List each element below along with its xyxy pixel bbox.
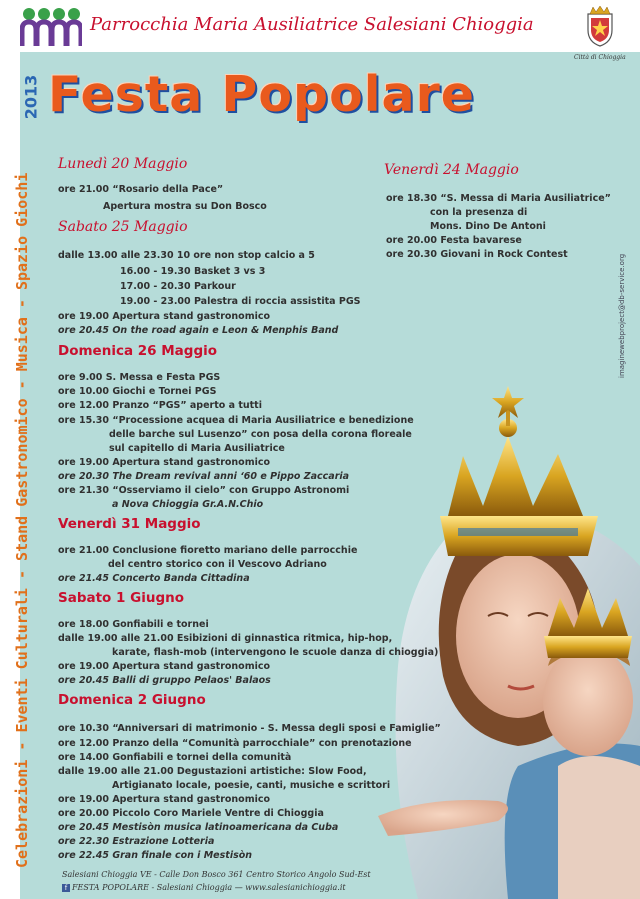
footer-social (62, 883, 346, 892)
event-line: ore 20.30 Giovani in Rock Contest (386, 249, 568, 260)
side-banner: Celebrazioni - Eventi Culturali - Stand Gastronomico - Musica - Spazio Giochi (13, 172, 31, 868)
day-heading: Lunedì 20 Maggio (58, 156, 188, 172)
event-line: ore 20.00 Piccolo Coro Mariele Ventre di Chioggia (58, 808, 324, 819)
event-line: ore 20.00 Festa bavarese (386, 235, 522, 246)
event-line: 19.00 - 23.00 Palestra di roccia assistita PGS (120, 296, 361, 307)
event-line: dalle 13.00 alle 23.30 10 ore non stop calcio a 5 (58, 250, 315, 261)
event-line: ore 20.30 The Dream revival anni ‘60 e Pippo Zaccaria (58, 471, 350, 482)
event-line: dalle 19.00 alle 21.00 Esibizioni di ginnastica ritmica, hip-hop, (58, 633, 393, 644)
event-line: Mons. Dino De Antoni (430, 221, 546, 232)
event-line: a Nova Chioggia Gr.A.N.Chio (112, 499, 264, 510)
event-line: Apertura mostra su Don Bosco (103, 201, 267, 212)
crest-caption: Città di Chioggia (574, 54, 626, 61)
credit-text: imaginewebproject@db-service.org (618, 253, 626, 378)
event-line: ore 21.00 Conclusione fioretto mariano delle parrocchie (58, 545, 358, 556)
event-line: ore 15.30 “Processione acquea di Maria Ausiliatrice e benedizione (58, 415, 414, 426)
day-heading: Domenica 2 Giugno (58, 692, 206, 708)
event-line: 16.00 - 19.30 Basket 3 vs 3 (120, 266, 266, 277)
website-link[interactable]: www.salesianichioggia.it (245, 883, 346, 892)
event-line: 17.00 - 20.30 Parkour (120, 281, 236, 292)
event-line: ore 12.00 Pranzo “PGS” aperto a tutti (58, 400, 262, 411)
event-line: ore 21.30 “Osserviamo il cielo” con Gruppo Astronomi (58, 485, 350, 496)
day-heading: Venerdì 31 Maggio (58, 516, 201, 532)
event-line: ore 18.00 Gonfiabili e tornei (58, 619, 209, 630)
event-line: ore 19.00 Apertura stand gastronomico (58, 794, 271, 805)
event-line: ore 14.00 Gonfiabili e tornei della comunità (58, 752, 292, 763)
event-line: ore 10.30 “Anniversari di matrimonio - S. Messa degli sposi e Famiglie” (58, 723, 441, 734)
event-line: ore 19.00 Apertura stand gastronomico (58, 457, 271, 468)
event-line: ore 20.45 Balli di gruppo Pelaos' Balaos (58, 675, 271, 686)
event-line: ore 22.45 Gran finale con i Mestisòn (58, 850, 253, 861)
event-line: ore 20.45 On the road again e Leon & Menphis Band (58, 325, 339, 336)
city-crest-icon (582, 4, 618, 48)
event-line: ore 21.00 “Rosario della Pace” (58, 184, 224, 195)
event-line: ore 12.00 Pranzo della “Comunità parrocchiale” con prenotazione (58, 738, 412, 749)
poster-title: Festa Popolare (48, 66, 476, 123)
event-line: delle barche sul Lusenzo” con posa della corona floreale (109, 429, 412, 440)
footer-separator: — (234, 883, 243, 892)
footer-address: Salesiani Chioggia VE - Calle Don Bosco 361 Centro Storico Angolo Sud-Est (62, 870, 371, 879)
facebook-icon: f (62, 884, 70, 892)
event-line: ore 9.00 S. Messa e Festa PGS (58, 372, 221, 383)
event-line: ore 20.45 Mestisòn musica latinoamericana da Cuba (58, 822, 339, 833)
event-line: ore 21.45 Concerto Banda Cittadina (58, 573, 250, 584)
facebook-page[interactable]: FESTA POPOLARE - Salesiani Chioggia (72, 883, 233, 892)
event-line: ore 10.00 Giochi e Tornei PGS (58, 386, 217, 397)
event-line: karate, flash-mob (intervengono le scuole danza di chioggia) (112, 647, 439, 658)
event-line: ore 18.30 “S. Messa di Maria Ausiliatrice” (386, 193, 611, 204)
event-line: dalle 19.00 alle 21.00 Degustazioni artistiche: Slow Food, (58, 766, 367, 777)
day-heading: Sabato 1 Giugno (58, 590, 184, 606)
parish-logo-icon (20, 6, 82, 48)
event-line: sul capitello di Maria Ausiliatrice (109, 443, 285, 454)
event-line: Artigianato locale, poesie, canti, musiche e scrittori (112, 780, 391, 791)
day-heading: Venerdì 24 Maggio (384, 162, 519, 178)
event-line: del centro storico con il Vescovo Adriano (108, 559, 327, 570)
day-heading: Sabato 25 Maggio (58, 219, 188, 235)
year-text: 2013 (21, 74, 41, 120)
event-line: ore 22.30 Estrazione Lotteria (58, 836, 215, 847)
day-heading: Domenica 26 Maggio (58, 343, 218, 359)
event-line: ore 19.00 Apertura stand gastronomico (58, 661, 271, 672)
event-line: ore 19.00 Apertura stand gastronomico (58, 311, 271, 322)
year-label (22, 68, 40, 126)
organization-name: Parrocchia Maria Ausiliatrice Salesiani Chioggia (90, 14, 534, 35)
event-line: con la presenza di (430, 207, 528, 218)
